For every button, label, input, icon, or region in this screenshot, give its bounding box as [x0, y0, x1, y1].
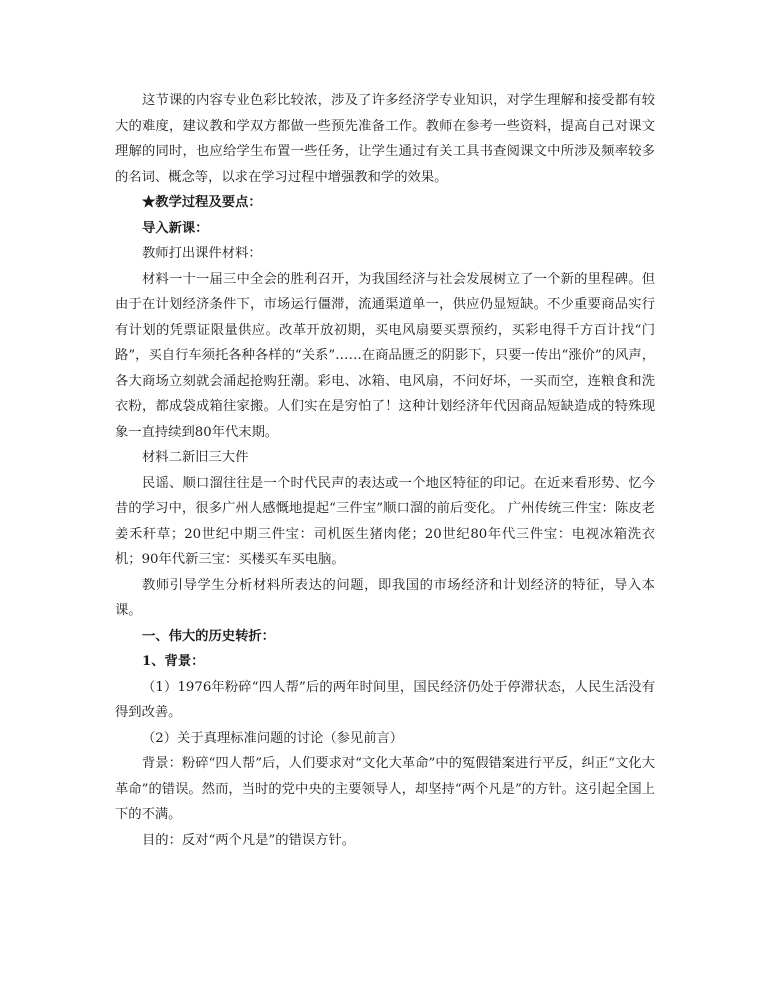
document-body [115, 88, 655, 853]
paragraph-purpose: 目的：反对“两个凡是”的错误方针。 [142, 832, 356, 848]
paragraph-point-two: （2）关于真理标准问题的讨论（参见前言） [142, 730, 404, 746]
paragraph-discussion-background: 背景：粉碎“四人帮”后，人们要求对“文化大革命”中的冤假错案进行平反，纠正“文化大革命”的错误。然而，当时的党中央的主要领导人，却坚持“两个凡是”的方针。这引起全国上下的不满。 [115, 756, 655, 822]
paragraph-courseware: 教师打出课件材料： [142, 246, 262, 261]
section-heading-teaching-process: ★教学过程及要点： [142, 195, 262, 210]
intro-paragraph: 这节课的内容专业色彩比较浓，涉及了许多经济学专业知识，对学生理解和接受都有较大的难度，建议教和学双方都做一些预先准备工作。教师在参考一些资料，提高自己对课文理解的同时，也应给学生布置一些任务，让学生通过有关工具书查阅课文中所涉及频率较多的名词、概念等，以求在学习过程中增强教和学的效果。 [115, 93, 655, 185]
paragraph-material-two: 民谣、顺口溜往往是一个时代民声的表达或一个地区特征的印记。在近来看形势、忆今昔的学习中，很多广州人感慨地提起“三件宝”顺口溜的前后变化。 广州传统三件宝：陈皮老姜禾秆草；20世纪中期三件宝：司机医生猪肉佬；20世纪80年代三件宝：电视冰箱洗衣机；90年代新三宝：买楼买车买电脑。 [115, 475, 655, 567]
paragraph-material-one: 材料一十一届三中全会的胜利召开，为我国经济与社会发展树立了一个新的里程碑。但由于在计划经济条件下，市场运行僵滞，流通渠道单一，供应仍显短缺。不少重要商品实行有计划的凭票证限量供应。改革开放初期，买电风扇要买票预约，买彩电得千方百计找“门路”，买自行车须托各种各样的“关系”……在商品匮乏的阴影下，只要一传出“涨价”的风声，各大商场立刻就会涌起抢购狂潮。彩电、冰箱、电风扇，不问好坏，一买而空，连粮食和洗衣粉，都成袋成箱往家搬。人们实在是穷怕了！这种计划经济年代因商品短缺造成的特殊现象一直持续到80年代末期。 [115, 271, 655, 440]
paragraph-point-one: （1）1976年粉碎“四人帮”后的两年时间里，国民经济仍处于停滞状态，人民生活没有得到改善。 [115, 679, 655, 720]
subheading-background: 1、背景： [142, 654, 205, 669]
section-heading-historic-turn: 一、伟大的历史转折： [142, 628, 275, 644]
paragraph-material-two-title: 材料二新旧三大件 [142, 450, 249, 465]
paragraph-teacher-guide: 教师引导学生分析材料所表达的问题，即我国的市场经济和计划经济的特征，导入本课。 [115, 577, 655, 618]
subheading-lead-in: 导入新课： [142, 220, 209, 236]
